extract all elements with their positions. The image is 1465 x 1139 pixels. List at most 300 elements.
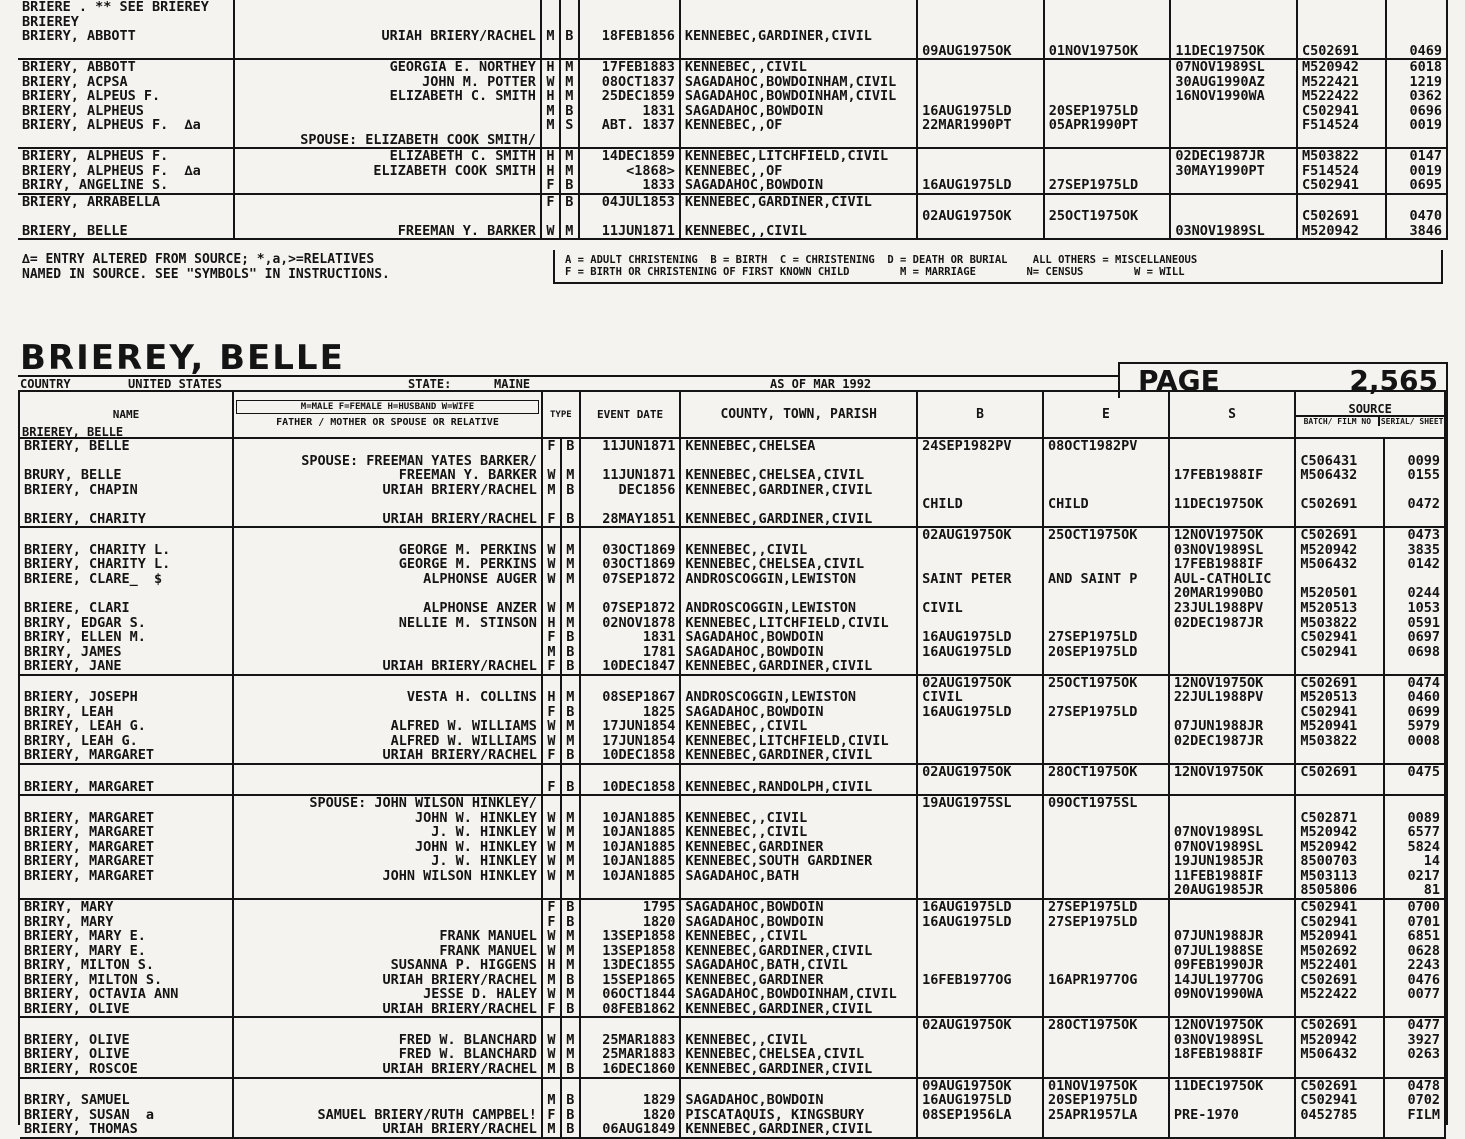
entry-serial — [1384, 1002, 1445, 1018]
entry-relative: FRED W. BLANCHARD — [233, 1047, 542, 1062]
entry-batch: C502691 — [1297, 209, 1386, 224]
col-s-header: S — [1169, 392, 1295, 438]
entry-s-date: 03NOV1989SL — [1169, 1033, 1295, 1048]
table-row — [20, 795, 1445, 811]
entry-event-type: M — [561, 825, 580, 840]
entry-s-date — [1169, 1122, 1295, 1138]
entry-name: BRIERY, JOSEPH — [20, 690, 233, 705]
entry-place — [680, 1078, 917, 1094]
entry-serial: 0019 — [1386, 164, 1447, 179]
entry-place: KENNEBEC,GARDINER,CIVIL — [680, 194, 917, 210]
entry-event-date: 07SEP1872 — [580, 601, 681, 616]
table-row — [20, 748, 1445, 764]
entry-event-date — [580, 497, 681, 512]
entry-batch: M506432 — [1295, 557, 1384, 572]
entry-place: KENNEBEC,CHELSEA,CIVIL — [680, 468, 917, 483]
entry-b-date: 16AUG1975LD — [917, 705, 1043, 720]
entry-batch — [1295, 1062, 1384, 1078]
entry-event-date: 06OCT1844 — [580, 987, 681, 1002]
entry-b-date — [917, 825, 1043, 840]
entry-place: KENNEBEC,LITCHFIELD,CIVIL — [680, 616, 917, 631]
entry-s-date — [1169, 483, 1295, 498]
entry-s-date: 12NOV1975OK — [1169, 764, 1295, 780]
entry-serial — [1386, 29, 1447, 44]
entry-place: SAGADAHOC,BATH — [680, 869, 917, 884]
entry-event-date: 14DEC1859 — [579, 148, 680, 164]
entry-place: KENNEBEC,CHELSEA — [680, 438, 917, 454]
entry-b-date: 16FEB1977OG — [917, 973, 1043, 988]
entry-place: KENNEBEC,GARDINER — [680, 840, 917, 855]
entry-sex — [542, 586, 561, 601]
entry-b-date — [917, 586, 1043, 601]
entry-event-date — [579, 133, 680, 149]
entry-b-date — [917, 929, 1043, 944]
entry-relative: FREEMAN Y. BARKER — [233, 468, 542, 483]
entry-e-date — [1043, 780, 1169, 796]
entry-b-date — [917, 557, 1043, 572]
entry-event-type: M — [561, 944, 580, 959]
entry-name: BRIERY, MARGARET — [20, 748, 233, 764]
entry-b-date — [917, 89, 1044, 104]
entry-e-date — [1044, 133, 1171, 149]
entry-batch: C502871 — [1295, 811, 1384, 826]
table-row — [18, 0, 1447, 15]
table-row — [20, 987, 1445, 1002]
entry-event-type — [560, 133, 579, 149]
first-entry-name: BRIEREY, BELLE — [22, 425, 124, 439]
entry-serial: 0697 — [1384, 630, 1445, 645]
entry-batch — [1295, 1122, 1384, 1138]
entry-event-type: B — [561, 645, 580, 660]
entry-event-type — [560, 0, 579, 15]
entry-e-date — [1043, 719, 1169, 734]
entry-event-type: B — [561, 483, 580, 498]
entry-place — [680, 497, 917, 512]
entry-event-type: B — [561, 1108, 580, 1123]
entry-s-date: 18FEB1988IF — [1169, 1047, 1295, 1062]
entry-sex: W — [542, 944, 561, 959]
entry-batch: C502941 — [1297, 178, 1386, 194]
entry-b-date: 09AUG1975OK — [917, 1078, 1043, 1094]
entry-batch: C502691 — [1295, 973, 1384, 988]
entry-event-date: 06AUG1849 — [580, 1122, 681, 1138]
entry-name: BRIRY, LEAH — [20, 705, 233, 720]
table-row — [18, 194, 1447, 210]
entry-place — [680, 795, 917, 811]
entry-batch: C502691 — [1295, 1017, 1384, 1033]
entry-batch: M520942 — [1295, 840, 1384, 855]
entry-sex — [542, 1017, 561, 1033]
entry-serial: 0695 — [1386, 178, 1447, 194]
entry-serial: 3835 — [1384, 543, 1445, 558]
entry-b-date — [917, 543, 1043, 558]
entry-event-type: M — [561, 557, 580, 572]
entry-place — [680, 44, 917, 60]
entry-e-date — [1043, 929, 1169, 944]
entry-e-date — [1043, 512, 1169, 528]
entry-place — [680, 209, 917, 224]
entry-s-date — [1169, 438, 1295, 454]
entry-name: BRIREY, LEAH G. — [20, 719, 233, 734]
entry-batch: C502941 — [1295, 645, 1384, 660]
entry-event-type: B — [561, 748, 580, 764]
entry-event-type: B — [560, 104, 579, 119]
entry-serial — [1384, 795, 1445, 811]
entry-sex: F — [542, 780, 561, 796]
entry-serial: 0155 — [1384, 468, 1445, 483]
entry-b-date: 09AUG1975OK — [917, 44, 1044, 60]
entry-event-date: 17FEB1883 — [579, 59, 680, 75]
entry-sex: H — [541, 89, 560, 104]
entry-batch: M503113 — [1295, 869, 1384, 884]
entry-place: SAGADAHOC,BOWDOIN — [680, 915, 917, 930]
entry-event-date: 10DEC1858 — [580, 780, 681, 796]
entry-event-type — [561, 675, 580, 691]
entry-s-date — [1169, 899, 1295, 915]
entry-name: BRIERY, THOMAS — [20, 1122, 233, 1138]
entry-sex: W — [542, 987, 561, 1002]
entry-event-date: 25MAR1883 — [580, 1047, 681, 1062]
entry-batch: M503822 — [1295, 734, 1384, 749]
entry-relative — [234, 194, 541, 210]
entry-serial: 0701 — [1384, 915, 1445, 930]
entry-event-date — [579, 0, 680, 15]
entry-sex: M — [542, 483, 561, 498]
entry-s-date: 09FEB1990JR — [1169, 958, 1295, 973]
entry-serial: 0473 — [1384, 527, 1445, 543]
col-type-header: TYPE — [542, 392, 580, 438]
entry-e-date — [1044, 194, 1171, 210]
entry-sex: F — [542, 899, 561, 915]
entry-serial: 0142 — [1384, 557, 1445, 572]
entry-batch: C502941 — [1297, 104, 1386, 119]
entry-batch: M520941 — [1295, 929, 1384, 944]
entry-relative: URIAH BRIERY/RACHEL — [233, 512, 542, 528]
entry-place: KENNEBEC,LITCHFIELD,CIVIL — [680, 148, 917, 164]
entry-event-date: 28MAY1851 — [580, 512, 681, 528]
entry-event-date: 18FEB1856 — [579, 29, 680, 44]
entry-event-type — [560, 15, 579, 30]
entry-place: KENNEBEC,,CIVIL — [680, 1033, 917, 1048]
entry-serial: 0702 — [1384, 1093, 1445, 1108]
entry-relative — [234, 178, 541, 194]
entry-event-type: M — [561, 1047, 580, 1062]
entry-event-type — [560, 44, 579, 60]
table-row — [20, 1017, 1445, 1033]
entry-serial: 0476 — [1384, 973, 1445, 988]
entry-place — [680, 0, 917, 15]
entry-e-date — [1043, 454, 1169, 469]
entry-place: KENNEBEC,GARDINER,CIVIL — [680, 1002, 917, 1018]
entry-event-type: M — [561, 719, 580, 734]
entry-serial: 0591 — [1384, 616, 1445, 631]
entry-event-date — [580, 586, 681, 601]
entry-batch: M522422 — [1297, 89, 1386, 104]
entry-event-date: 08OCT1837 — [579, 75, 680, 90]
entry-s-date — [1169, 512, 1295, 528]
entry-event-date: 02NOV1878 — [580, 616, 681, 631]
table-row — [18, 89, 1447, 104]
entry-e-date — [1043, 690, 1169, 705]
entry-batch: M503822 — [1297, 148, 1386, 164]
entry-serial: 0099 — [1384, 454, 1445, 469]
entry-serial: 0477 — [1384, 1017, 1445, 1033]
entry-batch — [1295, 438, 1384, 454]
entry-s-date: 07NOV1989SL — [1170, 59, 1297, 75]
entry-serial: 0077 — [1384, 987, 1445, 1002]
entry-event-type: M — [561, 601, 580, 616]
entry-b-date — [917, 29, 1044, 44]
table-row — [20, 958, 1445, 973]
entry-s-date: 02DEC1987JR — [1169, 616, 1295, 631]
entry-s-date — [1169, 454, 1295, 469]
entry-relative: SPOUSE: FREEMAN YATES BARKER/ — [233, 454, 542, 469]
entry-event-date: 1831 — [580, 630, 681, 645]
entry-b-date: CHILD — [917, 497, 1043, 512]
entry-serial: 0019 — [1386, 118, 1447, 133]
entry-b-date — [917, 148, 1044, 164]
entry-place: KENNEBEC,GARDINER,CIVIL — [680, 748, 917, 764]
table-row — [20, 944, 1445, 959]
entry-sex: F — [542, 438, 561, 454]
entry-s-date: 20AUG1985JR — [1169, 883, 1295, 899]
entry-sex: W — [542, 601, 561, 616]
entry-b-date — [917, 734, 1043, 749]
entry-sex: F — [541, 194, 560, 210]
entry-place: SAGADAHOC,BOWDOIN — [680, 1093, 917, 1108]
entry-event-date: 1829 — [580, 1093, 681, 1108]
entry-place — [680, 133, 917, 149]
entry-e-date: AND SAINT P — [1043, 572, 1169, 587]
entry-e-date — [1043, 1062, 1169, 1078]
table-row — [20, 601, 1445, 616]
entry-e-date — [1043, 958, 1169, 973]
entry-e-date: 28OCT1975OK — [1043, 764, 1169, 780]
entry-relative — [233, 1078, 542, 1094]
entry-event-type: B — [561, 780, 580, 796]
entry-relative — [234, 44, 541, 60]
entry-event-type: B — [561, 512, 580, 528]
entry-s-date: 17FEB1988IF — [1169, 557, 1295, 572]
entry-name — [20, 527, 233, 543]
entry-event-date: 17JUN1854 — [580, 719, 681, 734]
entry-batch: M520942 — [1295, 1033, 1384, 1048]
entry-name — [20, 883, 233, 899]
entry-name: BRIERY, ARRABELLA — [18, 194, 234, 210]
entry-e-date — [1043, 601, 1169, 616]
entry-sex: H — [542, 690, 561, 705]
entry-serial: 2243 — [1384, 958, 1445, 973]
entry-event-type: B — [561, 438, 580, 454]
entry-batch: M520941 — [1295, 719, 1384, 734]
entry-name: BRIERY, MARGARET — [20, 780, 233, 796]
entry-name: BRIERE, CLARI — [20, 601, 233, 616]
table-row — [18, 15, 1447, 30]
entry-name: BRIERY, CHARITY L. — [20, 557, 233, 572]
entry-event-date: 1820 — [580, 915, 681, 930]
entry-event-type: M — [560, 148, 579, 164]
entry-event-date: 1825 — [580, 705, 681, 720]
entry-name: BRIERY, BELLE — [20, 438, 233, 454]
entry-name: BRIERY, MARGARET — [20, 811, 233, 826]
page-label: PAGE — [1138, 364, 1220, 397]
entry-serial: 0696 — [1386, 104, 1447, 119]
entry-event-type — [561, 795, 580, 811]
entry-name: BRIERY, ABBOTT — [18, 59, 234, 75]
entry-e-date: 01NOV1975OK — [1044, 44, 1171, 60]
entry-batch: C502691 — [1295, 497, 1384, 512]
entry-event-date — [580, 675, 681, 691]
entry-sex: M — [542, 645, 561, 660]
entry-event-type: B — [561, 899, 580, 915]
table-row — [18, 178, 1447, 194]
entry-name: BRIERY, MARGARET — [20, 840, 233, 855]
entry-e-date — [1043, 1033, 1169, 1048]
entry-sex — [542, 764, 561, 780]
entry-event-date: 1833 — [579, 178, 680, 194]
entry-s-date: PRE-1970 — [1169, 1108, 1295, 1123]
entry-s-date: 23JUL1988PV — [1169, 601, 1295, 616]
entry-sex: W — [541, 224, 560, 240]
entry-s-date: 03NOV1989SL — [1169, 543, 1295, 558]
entry-serial: 0008 — [1384, 734, 1445, 749]
entry-name: BRIERY, CHAPIN — [20, 483, 233, 498]
entry-batch: 8500703 — [1295, 854, 1384, 869]
entry-event-type: B — [561, 630, 580, 645]
entry-relative: ALPHONSE ANZER — [233, 601, 542, 616]
entry-e-date — [1043, 987, 1169, 1002]
entry-event-type: M — [561, 958, 580, 973]
entry-serial: 6018 — [1386, 59, 1447, 75]
entry-b-date — [917, 483, 1043, 498]
entry-relative: GEORGE M. PERKINS — [233, 543, 542, 558]
entry-name: BRIRY, EDGAR S. — [20, 616, 233, 631]
entry-batch — [1297, 0, 1386, 15]
entry-name — [20, 795, 233, 811]
entry-e-date: 27SEP1975LD — [1043, 705, 1169, 720]
entry-b-date — [917, 944, 1043, 959]
entry-e-date — [1043, 557, 1169, 572]
entry-event-date: 11JUN1871 — [580, 468, 681, 483]
entry-sex — [541, 44, 560, 60]
entry-sex — [542, 883, 561, 899]
entry-e-date — [1043, 586, 1169, 601]
entry-e-date — [1043, 1122, 1169, 1138]
entry-relative — [234, 104, 541, 119]
entry-serial — [1386, 15, 1447, 30]
entry-event-type: M — [561, 690, 580, 705]
entry-e-date: 16APR1977OG — [1043, 973, 1169, 988]
entry-batch — [1295, 483, 1384, 498]
entry-event-type: M — [561, 572, 580, 587]
entry-event-date: 11JUN1871 — [580, 438, 681, 454]
entry-place: KENNEBEC,,OF — [680, 118, 917, 133]
entry-s-date: 30AUG1990AZ — [1170, 75, 1297, 90]
entry-b-date — [917, 987, 1043, 1002]
entry-serial: 6577 — [1384, 825, 1445, 840]
entry-name — [18, 133, 234, 149]
entry-batch — [1295, 572, 1384, 587]
table-row — [20, 854, 1445, 869]
entry-sex: H — [541, 148, 560, 164]
entry-relative: VESTA H. COLLINS — [233, 690, 542, 705]
entry-sex: W — [542, 468, 561, 483]
table-row — [20, 734, 1445, 749]
entry-batch: M520942 — [1297, 59, 1386, 75]
entry-place: SAGADAHOC,BOWDOINHAM,CIVIL — [680, 89, 917, 104]
entry-name: BRIERY, MARGARET — [20, 854, 233, 869]
entry-e-date: 25OCT1975OK — [1043, 527, 1169, 543]
entry-place — [680, 454, 917, 469]
entry-batch — [1297, 15, 1386, 30]
entry-sex — [542, 1078, 561, 1094]
entry-serial: 6851 — [1384, 929, 1445, 944]
entry-b-date: CIVIL — [917, 690, 1043, 705]
entry-name: BRIRY, LEAH G. — [20, 734, 233, 749]
entry-relative: URIAH BRIERY/RACHEL — [233, 973, 542, 988]
entry-serial: 0460 — [1384, 690, 1445, 705]
entry-place: PISCATAQUIS, KINGSBURY — [680, 1108, 917, 1123]
country-label: COUNTRY — [20, 377, 71, 391]
table-row — [20, 468, 1445, 483]
entry-s-date — [1169, 795, 1295, 811]
entry-event-date: 17JUN1854 — [580, 734, 681, 749]
entry-place: KENNEBEC,GARDINER — [680, 973, 917, 988]
entry-s-date: 12NOV1975OK — [1169, 1017, 1295, 1033]
entry-place — [680, 883, 917, 899]
table-row — [20, 454, 1445, 469]
entry-place — [680, 675, 917, 691]
entry-s-date: 16NOV1990WA — [1170, 89, 1297, 104]
entry-event-date — [580, 883, 681, 899]
entry-e-date — [1043, 748, 1169, 764]
entry-serial: 0698 — [1384, 645, 1445, 660]
entry-serial: 81 — [1384, 883, 1445, 899]
entry-sex: W — [542, 854, 561, 869]
entry-e-date — [1043, 944, 1169, 959]
entry-b-date — [917, 1122, 1043, 1138]
entry-sex: W — [542, 929, 561, 944]
entry-event-type: M — [560, 224, 579, 240]
entry-place: SAGADAHOC,BOWDOIN — [680, 899, 917, 915]
entry-sex: W — [542, 719, 561, 734]
entry-relative: FREEMAN Y. BARKER — [234, 224, 541, 240]
entry-serial: FILM — [1384, 1108, 1445, 1123]
entry-sex: F — [541, 178, 560, 194]
entry-relative — [233, 915, 542, 930]
entry-serial — [1384, 748, 1445, 764]
locality-header — [18, 375, 1120, 391]
entry-event-date: 13SEP1858 — [580, 929, 681, 944]
entry-event-date — [579, 44, 680, 60]
table-row — [18, 118, 1447, 133]
entry-event-type: M — [561, 811, 580, 826]
entry-name: BRIERY, CHARITY L. — [20, 543, 233, 558]
entry-place — [680, 586, 917, 601]
entry-serial: 3927 — [1384, 1033, 1445, 1048]
entry-place: ANDROSCOGGIN,LEWISTON — [680, 601, 917, 616]
entry-e-date — [1044, 59, 1171, 75]
entry-event-type: B — [561, 915, 580, 930]
entry-place: KENNEBEC,,CIVIL — [680, 719, 917, 734]
table-row — [20, 675, 1445, 691]
entry-relative: URIAH BRIERY/RACHEL — [233, 1002, 542, 1018]
entry-event-date — [580, 527, 681, 543]
entry-event-type: B — [561, 1062, 580, 1078]
entry-e-date — [1043, 840, 1169, 855]
col-relative-header: M=MALE F=FEMALE H=HUSBAND W=WIFE FATHER / MOTHER OR SPOUSE OR RELATIVE — [233, 392, 542, 438]
entry-sex: W — [542, 1033, 561, 1048]
